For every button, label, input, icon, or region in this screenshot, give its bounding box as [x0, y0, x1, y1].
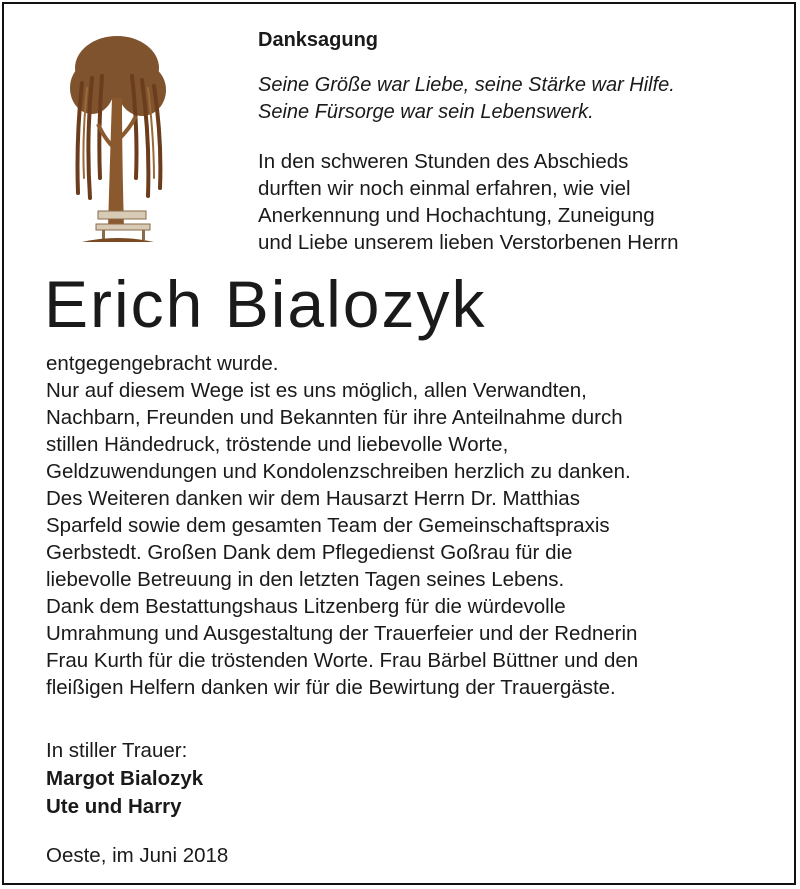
intro-line: Anerkennung und Hochachtung, Zuneigung	[258, 204, 655, 227]
motto-line: Seine Fürsorge war sein Lebenswerk.	[258, 101, 594, 123]
closing-intro: In stiller Trauer:	[46, 739, 188, 762]
closing-block	[46, 737, 203, 821]
body-line: entgegengebracht wurde.	[46, 352, 279, 375]
body-line: liebevolle Betreuung in den letzten Tagen seines Lebens.	[46, 568, 565, 591]
body-line: Des Weiteren danken wir dem Hausarzt Herrn Dr. Matthias	[46, 487, 580, 510]
intro-line: durften wir noch einmal erfahren, wie viel	[258, 177, 631, 200]
body-line: stillen Händedruck, tröstende und liebevolle Worte,	[46, 433, 509, 456]
body-line: Frau Kurth für die tröstenden Worte. Frau Bärbel Büttner und den	[46, 649, 639, 672]
body-line: Sparfeld sowie dem gesamten Team der Gemeinschaftspraxis	[46, 514, 610, 537]
deceased-name: Erich Bialozyk	[44, 267, 487, 341]
intro-paragraph	[258, 148, 788, 256]
intro-line: und Liebe unserem lieben Verstorbenen Herrn	[258, 231, 679, 254]
notice-heading: Danksagung	[258, 29, 379, 51]
weeping-willow-bench-icon	[62, 28, 172, 253]
body-line: Geldzuwendungen und Kondolenzschreiben herzlich zu danken.	[46, 460, 631, 483]
body-line: Umrahmung und Ausgestaltung der Trauerfeier und der Rednerin	[46, 622, 638, 645]
mourner-name: Margot Bialozyk	[46, 767, 204, 790]
motto-line: Seine Größe war Liebe, seine Stärke war Hilfe.	[258, 74, 675, 96]
thanks-paragraph	[46, 350, 786, 701]
motto	[258, 72, 675, 126]
intro-line: In den schweren Stunden des Abschieds	[258, 150, 629, 173]
body-line: Dank dem Bestattungshaus Litzenberg für die würdevolle	[46, 595, 566, 618]
body-line: fleißigen Helfern danken wir für die Bewirtung der Trauergäste.	[46, 676, 616, 699]
body-line: Nur auf diesem Wege ist es uns möglich, allen Verwandten,	[46, 379, 587, 402]
body-line: Gerbstedt. Großen Dank dem Pflegedienst Goßrau für die	[46, 541, 573, 564]
mourner-name: Ute und Harry	[46, 795, 182, 818]
place-date: Oeste, im Juni 2018	[46, 844, 229, 867]
body-line: Nachbarn, Freunden und Bekannten für ihre Anteilnahme durch	[46, 406, 623, 429]
